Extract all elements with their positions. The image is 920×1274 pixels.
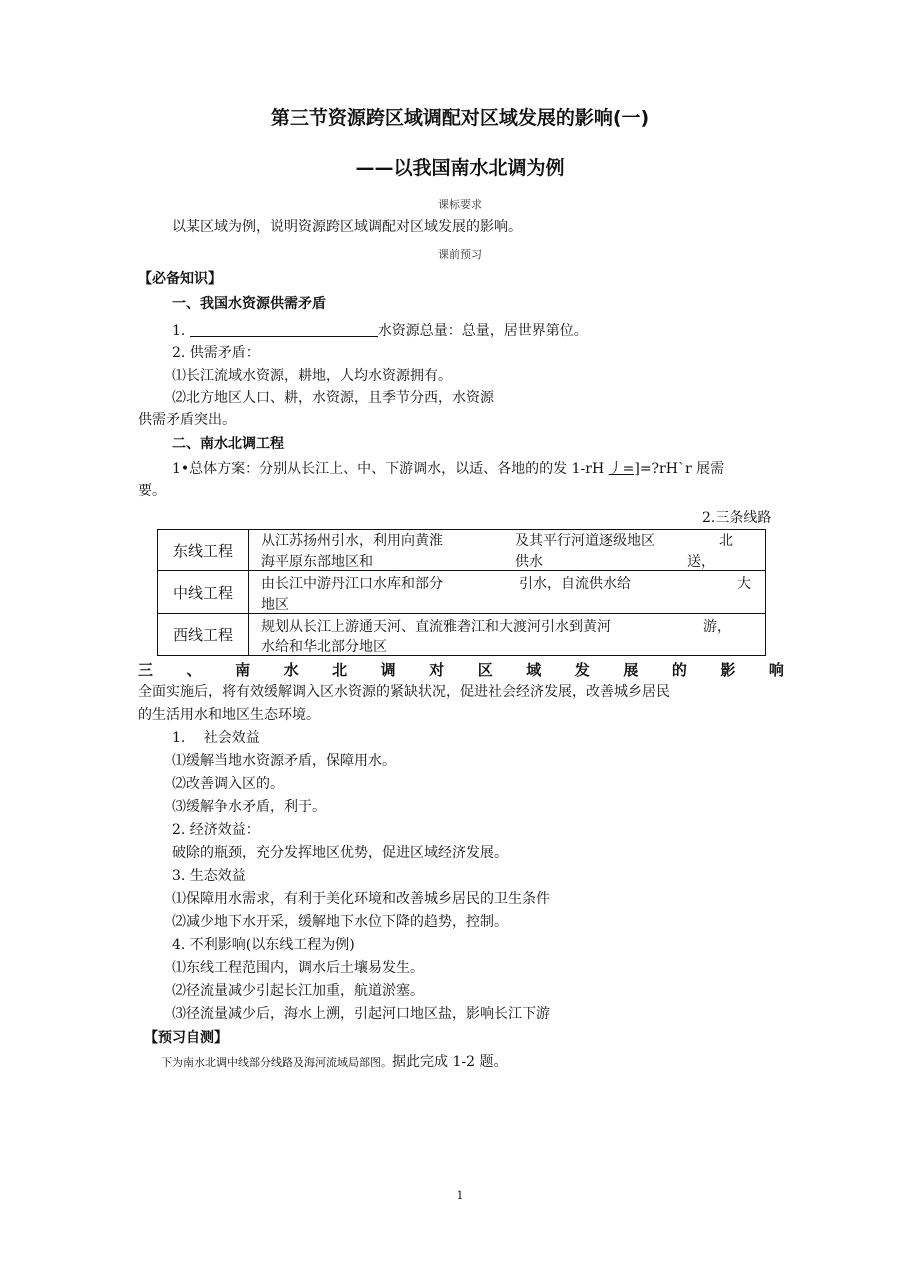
table-row	[158, 614, 766, 656]
sec1-item2-2: ⑵北方地区人口、耕，水资源，且季节分西，水资源	[172, 390, 494, 406]
preview-label: 课前预习	[438, 248, 482, 261]
section3-heading-char: 展	[623, 661, 639, 679]
route-desc-west	[249, 614, 766, 656]
route-name-east: 东线工程	[158, 530, 249, 571]
sec2-plan-a: 1•总体方案：分别从长江上、中、下游调水，以适、各地的的发 1-rH	[172, 461, 609, 477]
eco-benefit-2: ⑵减少地下水开采，缓解地下水位下降的趋势，控制。	[172, 914, 508, 930]
section3-heading-char: 区	[477, 661, 493, 679]
sec2-plan-cont: 要。	[138, 483, 166, 499]
social-benefit-3: ⑶缓解争水矛盾，利于。	[172, 799, 326, 815]
middle-text-a: 由长江中游丹江口水库和部分	[261, 576, 443, 592]
social-benefit-heading: 1. 社会效益	[172, 730, 260, 746]
route-desc-middle	[249, 571, 766, 614]
self-test-intro-small: 下为南水北调中线部分线路及海河流域局部图。	[161, 1056, 392, 1069]
self-test-intro	[161, 1054, 507, 1071]
east-text-c: 北	[719, 533, 733, 549]
sec1-item1-prefix: 1.	[172, 323, 190, 339]
section3-heading-char: 域	[526, 661, 542, 679]
route-name-west: 西线工程	[158, 614, 249, 656]
section3-heading-char: 三	[138, 661, 154, 679]
east-text-e: 供水	[515, 554, 543, 570]
adverse-heading: 4. 不利影响(以东线工程为例)	[172, 937, 355, 953]
social-benefit-2: ⑵改善调入区的。	[172, 776, 284, 792]
sec2-plan-b: =?rH`r 展需	[639, 461, 725, 477]
economic-benefit-1: 破除的瓶颈，充分发挥地区优势，促进区域经济发展。	[172, 845, 508, 861]
sec1-item1-text: 水资源总量：总量，居世界第位。	[377, 323, 588, 339]
section3-heading-char: 的	[671, 661, 687, 679]
route-name-middle: 中线工程	[158, 571, 249, 614]
sec1-item2: 2. 供需矛盾：	[172, 345, 260, 361]
section3-heading-char: 发	[574, 661, 590, 679]
section3-heading-char: 对	[429, 661, 445, 679]
adverse-3: ⑶径流量减少后，海水上溯，引起河口地区盐，影响长江下游	[172, 1006, 550, 1022]
middle-text-b: 引水，自流供水给	[519, 576, 631, 592]
adverse-1: ⑴东线工程范围内，调水后土壤易发生。	[172, 960, 424, 976]
economic-benefit-heading: 2. 经济效益：	[172, 822, 260, 838]
route-desc-east	[249, 530, 766, 571]
section3-heading-char: 水	[283, 661, 299, 679]
sec3-intro-1: 全面实施后，将有效缓解调入区水资源的紧缺状况，促进社会经济发展，改善城乡居民	[138, 684, 670, 700]
west-text-b: 游，	[703, 619, 731, 635]
west-text-c: 水给和华北部分地区	[261, 639, 387, 655]
page-subtitle: ——以我国南水北调为例	[355, 157, 565, 179]
section3-heading-char: 南	[235, 661, 251, 679]
west-text-a: 规划从长江上游通天河、直流雅砻江和大渡河引水到黄河	[261, 619, 611, 635]
fill-blank	[190, 322, 378, 337]
east-text-d: 海平原东部地区和	[261, 554, 373, 570]
middle-text-c: 大	[737, 576, 751, 592]
section3-heading-char: 、	[186, 661, 202, 679]
east-text-b: 及其平行河道逐级地区	[515, 533, 655, 549]
east-text-f: 送，	[687, 554, 715, 570]
section3-heading-char: 影	[720, 661, 736, 679]
table-row	[158, 530, 766, 571]
sec1-item2-1: ⑴长江流域水资源，耕地，人均水资源拥有。	[172, 368, 452, 384]
page-title: 第三节资源跨区域调配对区域发展的影响(一)	[270, 107, 650, 129]
adverse-2: ⑵径流量减少引起长江加重，航道淤塞。	[172, 983, 424, 999]
curriculum-text: 以某区域为例，说明资源跨区域调配对区域发展的影响。	[172, 219, 522, 235]
sec1-item2-2-cont: 供需矛盾突出。	[138, 412, 236, 428]
eco-benefit-1: ⑴保障用水需求，有利于美化环境和改善城乡居民的卫生条件	[172, 891, 550, 907]
eco-benefit-heading: 3. 生态效益	[172, 868, 246, 884]
east-text-a: 从江苏扬州引水，利用向黄淮	[261, 533, 443, 549]
section2-heading: 二、南水北调工程	[172, 436, 284, 452]
table-row	[158, 571, 766, 614]
sec2-plan	[172, 461, 724, 478]
essential-heading: 【必备知识】	[138, 271, 222, 287]
social-benefit-1: ⑴缓解当地水资源矛盾，保障用水。	[172, 753, 396, 769]
sec3-intro-2: 的生活用水和地区生态环境。	[138, 707, 320, 723]
middle-text-d: 地区	[261, 597, 289, 613]
section3-heading-char: 响	[768, 661, 784, 679]
routes-table	[157, 529, 766, 656]
section3-heading	[138, 659, 784, 680]
sec1-item1	[172, 322, 588, 340]
sec2-plan-underlined: 丿=]	[608, 461, 640, 477]
routes-label: 2.三条线路	[702, 510, 772, 526]
section1-heading: 一、我国水资源供需矛盾	[172, 296, 326, 312]
page-number: 1	[456, 1189, 464, 1202]
self-test-intro-large: 据此完成 1-2 题。	[392, 1054, 508, 1070]
section3-heading-char: 调	[380, 661, 396, 679]
self-test-heading: 【预习自测】	[144, 1030, 228, 1046]
section3-heading-char: 北	[332, 661, 348, 679]
curriculum-label: 课标要求	[438, 198, 482, 211]
